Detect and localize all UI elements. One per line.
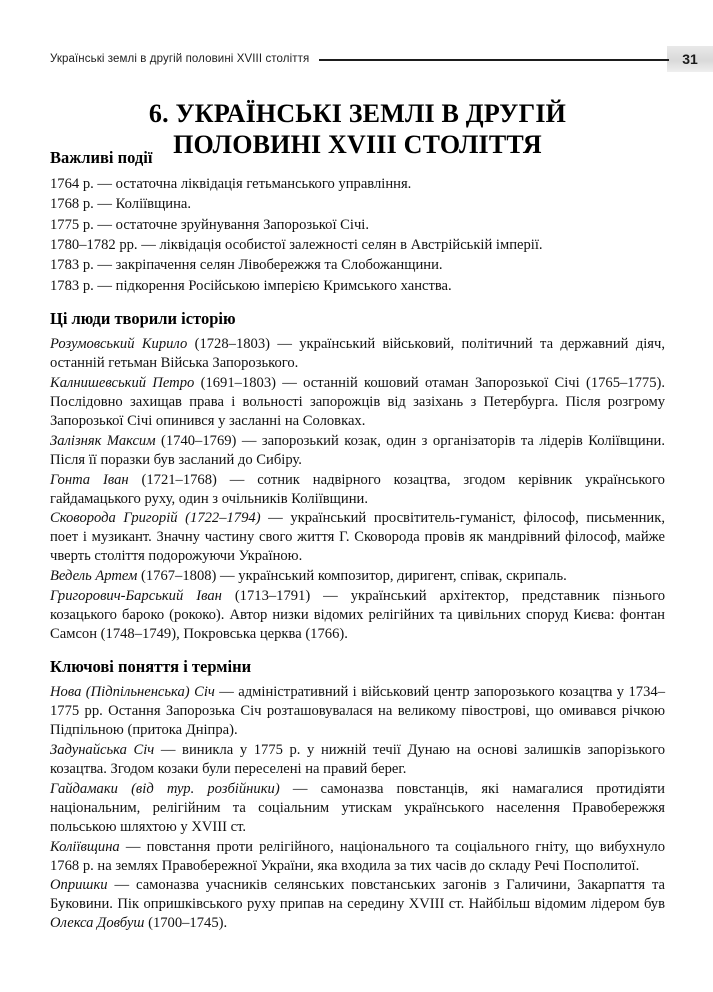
section-important-events	[50, 148, 665, 296]
person-dates: (1740–1769)	[161, 432, 237, 449]
people-list	[50, 335, 665, 643]
terms-list	[50, 683, 665, 933]
term-definition: — самоназва повстанців, які намагалися протидіяти національним, релігійним та соціальним утискам українського населення Правобережжя польською шляхтою у XVIII ст.	[50, 780, 665, 835]
person-entry	[50, 587, 665, 644]
event-line: 1780–1782 рр. — ліквідація особистої залежності селян в Австрійській імперії.	[50, 236, 543, 253]
term-entry	[50, 683, 665, 740]
person-description: — український просвітитель-гуманіст, філософ, письменник, поет і музикант. Значну частину свого життя Г. Сковорода провів як мандрівний філософ, майже чверть століття подорожуючи Україною.	[50, 510, 665, 565]
term-name: Опришки	[50, 877, 108, 894]
term-leader-name: Олекса Довбуш	[50, 915, 145, 932]
person-dates: (1722–1794)	[185, 510, 261, 527]
person-dates: (1728–1803)	[194, 336, 270, 353]
term-leader-dates: (1700–1745).	[144, 915, 228, 932]
person-name: Григорович-Барський Іван	[50, 588, 222, 605]
term-definition: — повстання проти релігійного, національного та соціального гніту, що вибухнуло 1768 р. на землях Правобережної України, яка входила за тих часів до складу Речі Посполитої.	[50, 838, 665, 874]
person-description: — останній кошовий отаман Запорозької Січі (1765–1775). Послідовно захищав права і вольності запорожців від зазіхань з Петербурга. Після розгрому Запорозької Січі опинився у засланні на Соловках.	[50, 375, 666, 429]
page-number: 31	[667, 46, 713, 72]
person-name: Калнишевський Петро	[50, 375, 195, 392]
section-heading-people: Ці люди творили історію	[50, 308, 236, 328]
page-content	[50, 148, 665, 934]
person-dates: (1767–1808)	[141, 568, 217, 585]
person-description: — український архітектор, представник пізнього козацького бароко (рококо). Автор низки відомих релігійних та цивільних споруд Києва: фонтан Самсон (1748–1749), Покровська церква (1766).	[50, 588, 665, 642]
term-entry	[50, 876, 665, 933]
page-title-line-1: 6. УКРАЇНСЬКІ ЗЕМЛІ В ДРУГІЙ	[148, 99, 567, 129]
person-name: Гонта Іван	[50, 471, 129, 488]
event-line: 1764 р. — остаточна ліквідація гетьманського управління.	[50, 175, 412, 192]
section-heading-key-terms: Ключові поняття і терміни	[50, 656, 252, 676]
term-entry	[50, 838, 665, 876]
running-header-title: Українські землі в другій половині XVIII століття	[50, 53, 310, 65]
person-name: Ведель Артем	[50, 568, 138, 585]
event-line: 1768 р. — Коліївщина.	[50, 196, 192, 213]
person-description: — сотник надвірного козацтва, згодом керівник українського гайдамацького руху, один з очільників Коліївщини.	[50, 471, 665, 507]
person-dates: (1691–1803)	[200, 375, 276, 392]
section-key-terms	[50, 657, 665, 933]
event-line: 1783 р. — підкорення Російською імперією Кримського ханства.	[50, 277, 452, 294]
person-entry	[50, 567, 665, 586]
header-rule	[319, 59, 669, 61]
term-name: Задунайська Січ	[50, 742, 155, 759]
term-definition: — виникла у 1775 р. у нижній течії Дунаю на основі залишків запорізького козацтва. Згодом козаки були переселені на правий берег.	[50, 742, 665, 778]
page-title-line-2: ПОЛОВИНІ XVIII СТОЛІТТЯ	[173, 130, 542, 160]
person-name: Розумовський Кирило	[50, 336, 188, 353]
person-description: — український композитор, диригент, співак, скрипаль.	[216, 568, 567, 585]
term-name: Коліївщина	[50, 838, 120, 855]
events-list	[50, 175, 665, 296]
person-entry	[50, 335, 665, 373]
person-entry	[50, 374, 665, 431]
section-people	[50, 309, 665, 644]
person-dates: (1721–1768)	[141, 471, 217, 488]
section-heading-important-events: Важливі події	[50, 148, 153, 167]
term-definition: — адміністративний і військовий центр запорозького козацтва у 1734–1775 рр. Остання Запорозька Січ розташовувалася на великому півострові, що омивався річкою Підпільною (притока Дніпра).	[50, 684, 665, 739]
person-entry	[50, 432, 665, 470]
event-line: 1775 р. — остаточне зруйнування Запорозької Січі.	[50, 216, 369, 233]
person-name: Залізняк Максим	[50, 432, 156, 449]
event-line: 1783 р. — закріпачення селян Лівобережжя та Слобожанщини.	[50, 257, 443, 274]
running-header	[50, 48, 713, 70]
person-dates: (1713–1791)	[234, 588, 311, 605]
person-entry	[50, 471, 665, 509]
person-entry	[50, 509, 665, 566]
person-name: Сковорода Григорій	[50, 510, 178, 527]
term-entry	[50, 780, 665, 837]
term-definition: — самоназва учасників селянських повстанських загонів з Галичини, Закарпаття та Буковини. Пік опришківського руху припав на середину XVIII ст. Найбільш відомим лідером був	[50, 877, 665, 913]
term-entry	[50, 741, 665, 779]
person-description: — запорозький козак, один з організаторів та лідерів Коліївщини. Після її поразки був засланий до Сибіру.	[50, 432, 665, 468]
term-name: Нова (Підпільненська) Січ	[50, 684, 215, 701]
person-description: — український військовий, політичний та державний діяч, останній гетьман Війська Запорозького.	[50, 336, 665, 372]
term-name: Гайдамаки (від тур. розбійники)	[50, 780, 280, 797]
